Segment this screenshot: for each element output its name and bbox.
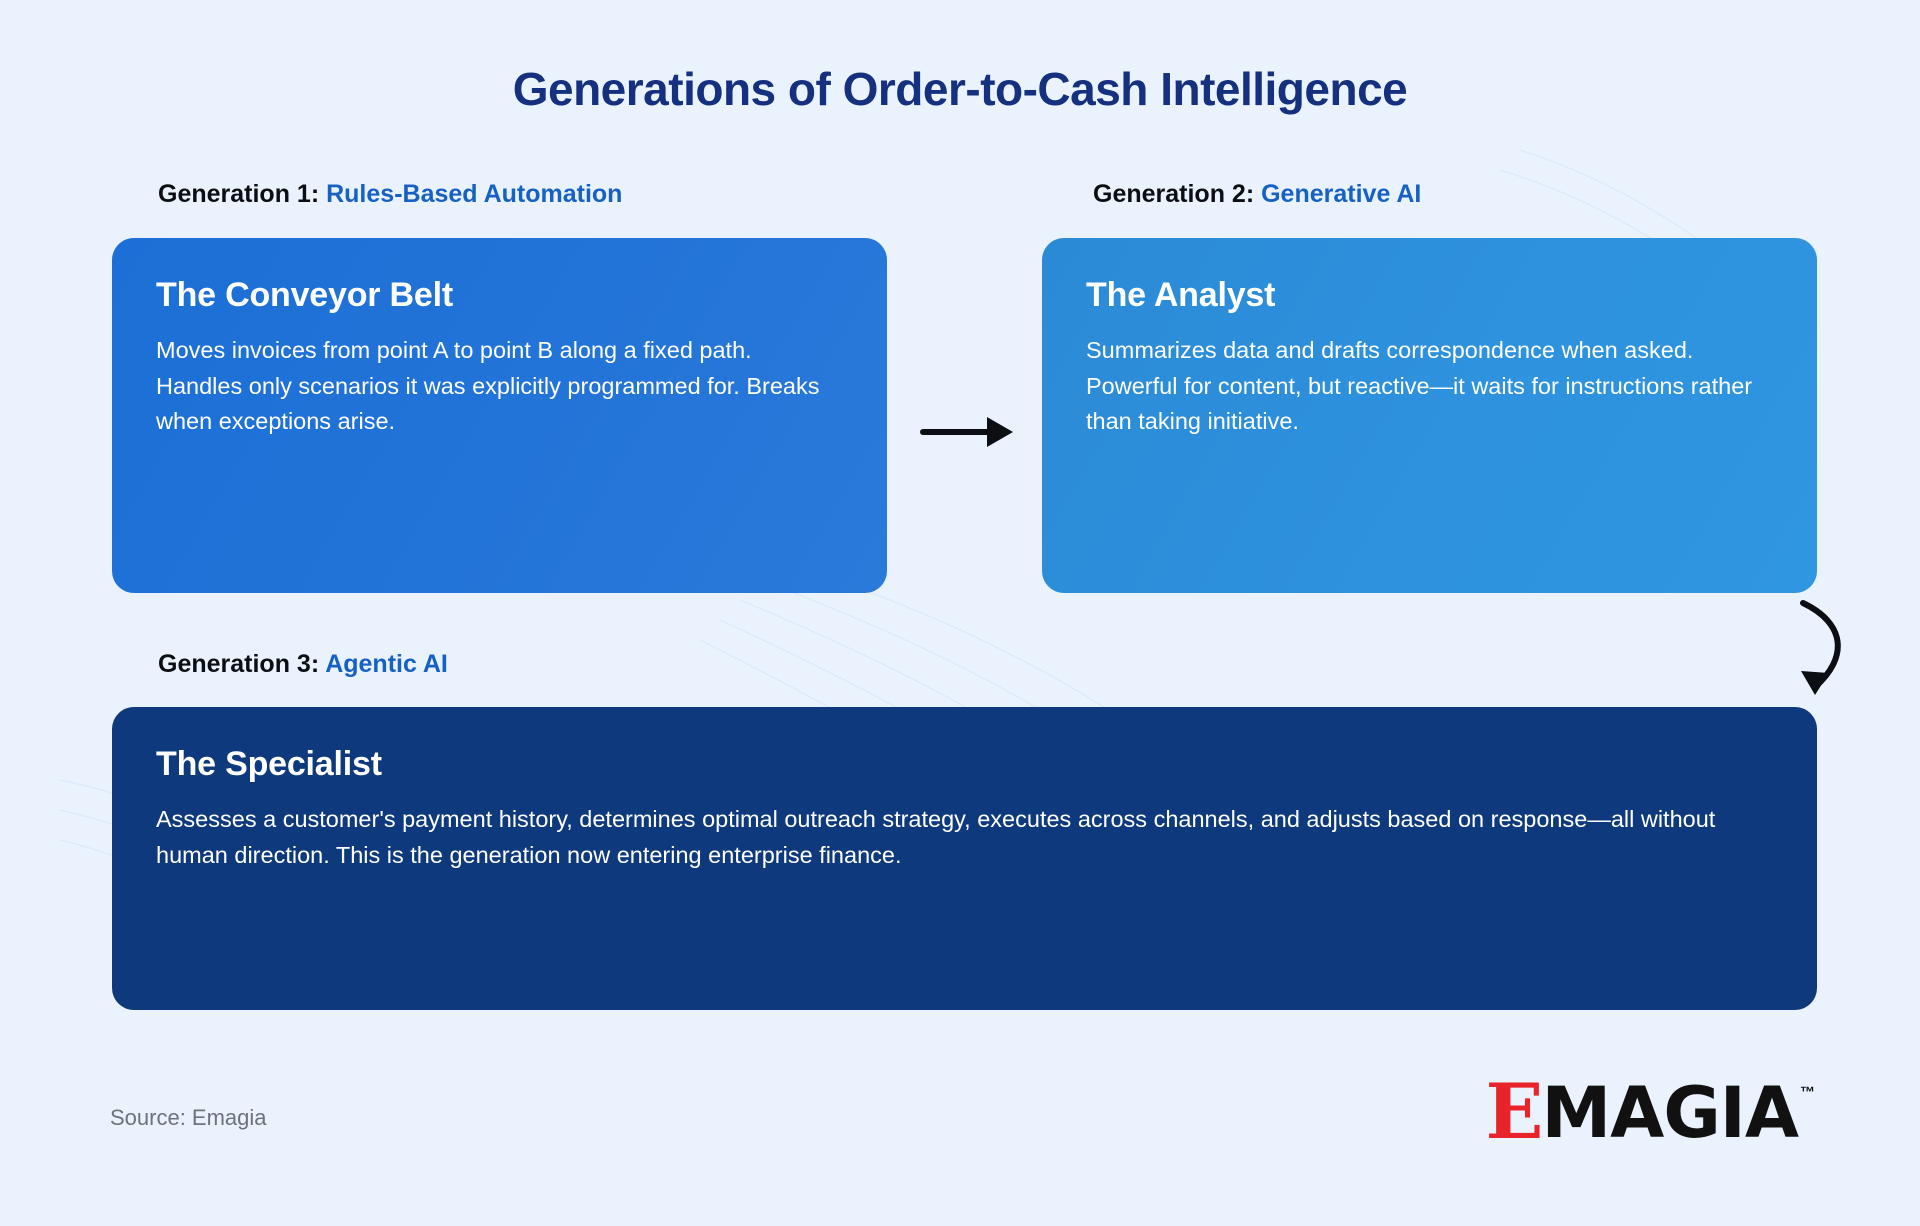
generation-1-card-title: The Conveyor Belt	[156, 276, 453, 314]
generation-2-label-value: Generative AI	[1261, 180, 1422, 208]
generation-2-label-prefix: Generation 2:	[1093, 180, 1255, 208]
generation-2-card	[1042, 238, 1817, 593]
generation-1-card-text: Moves invoices from point A to point B along a fixed path. Handles only scenarios it was explicitly programmed for. Breaks when exceptions arise.	[156, 337, 820, 435]
generation-2-label	[1093, 180, 1421, 209]
arrow-right-icon	[917, 407, 1017, 457]
generation-3-card-title: The Specialist	[156, 745, 382, 783]
emagia-logo	[1485, 1067, 1815, 1156]
arrow-curve-down-icon	[1775, 595, 1865, 705]
generation-3-card-text: Assesses a customer's payment history, determines optimal outreach strategy, executes across channels, and adjusts based on response—all without human direction. This is the generation now entering enterprise finance.	[156, 806, 1716, 868]
generation-3-label-prefix: Generation 3:	[158, 650, 320, 678]
generation-1-label-value: Rules-Based Automation	[326, 180, 623, 208]
generation-1-label	[158, 180, 622, 209]
logo-wordmark: MAGIA	[1541, 1072, 1798, 1154]
generation-2-card-title: The Analyst	[1086, 276, 1276, 314]
generation-3-label	[158, 650, 448, 679]
page-title: Generations of Order-to-Cash Intelligence	[512, 63, 1408, 115]
generation-1-card	[112, 238, 887, 593]
generation-1-label-prefix: Generation 1:	[158, 180, 320, 208]
logo-trademark: ™	[1800, 1084, 1815, 1101]
generation-3-card	[112, 707, 1817, 1010]
source-caption: Source: Emagia	[110, 1105, 267, 1130]
logo-first-letter: E	[1485, 1067, 1542, 1156]
generation-2-card-text: Summarizes data and drafts correspondence when asked. Powerful for content, but reactive—it waits for instructions rather than taking initiative.	[1086, 337, 1753, 435]
generation-3-label-value: Agentic AI	[325, 650, 448, 678]
